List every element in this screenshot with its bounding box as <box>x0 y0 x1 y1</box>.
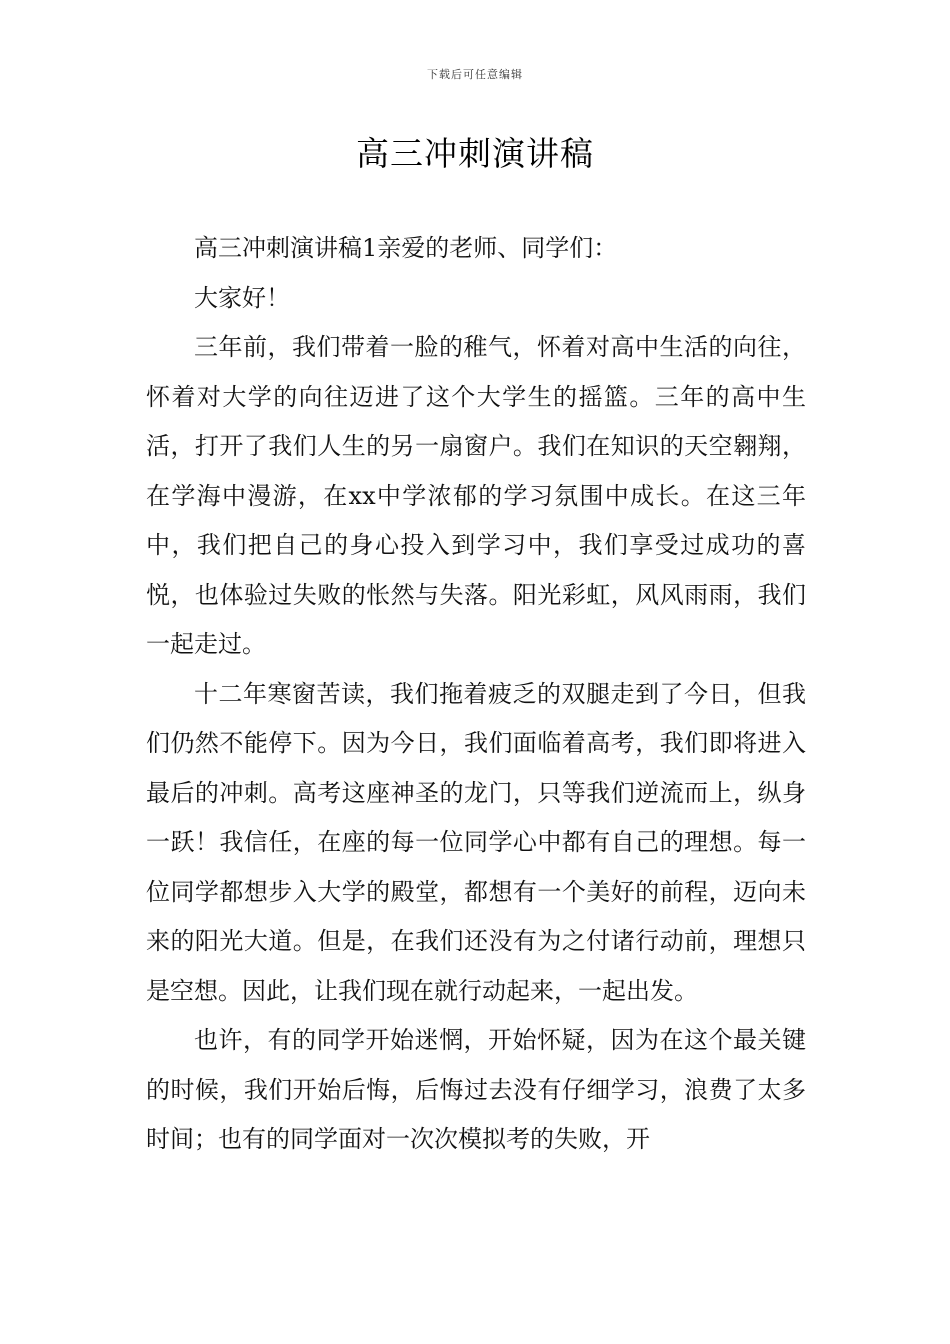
paragraph-4: 十二年寒窗苦读，我们拖着疲乏的双腿走到了今日，但我们仍然不能停下。因为今日，我们面临着高考，我们即将进入最后的冲刺。高考这座神圣的龙门，只等我们逆流而上，纵身一跃！我信任，在座的每一位同学心中都有自己的理想。每一位同学都想步入大学的殿堂，都想有一个美好的前程，迈向未来的阳光大道。但是，在我们还没有为之付诸行动前，理想只是空想。因此，让我们现在就行动起来，一起出发。 <box>146 679 806 1005</box>
header-note: 下载后可任意编辑 <box>427 68 523 81</box>
document-body <box>146 224 806 1165</box>
paragraph-2: 大家好！ <box>194 283 290 312</box>
document-title: 高三冲刺演讲稿 <box>356 134 594 173</box>
paragraph-3: 三年前，我们带着一脸的稚气，怀着对高中生活的向往，怀着对大学的向往迈进了这个大学生的摇篮。三年的高中生活，打开了我们人生的另一扇窗户。我们在知识的天空翱翔，在学海中漫游，在xx中学浓郁的学习氛围中成长。在这三年中，我们把自己的身心投入到学习中，我们享受过成功的喜悦，也体验过失败的怅然与失落。阳光彩虹，风风雨雨，我们一起走过。 <box>146 333 806 658</box>
paragraph-1: 高三冲刺演讲稿1亲爱的老师、同学们： <box>194 234 618 262</box>
paragraph-5: 也许，有的同学开始迷惘，开始怀疑，因为在这个最关键的时候，我们开始后悔，后悔过去没有仔细学习，浪费了太多时间；也有的同学面对一次次模拟考的失败，开 <box>146 1026 806 1153</box>
